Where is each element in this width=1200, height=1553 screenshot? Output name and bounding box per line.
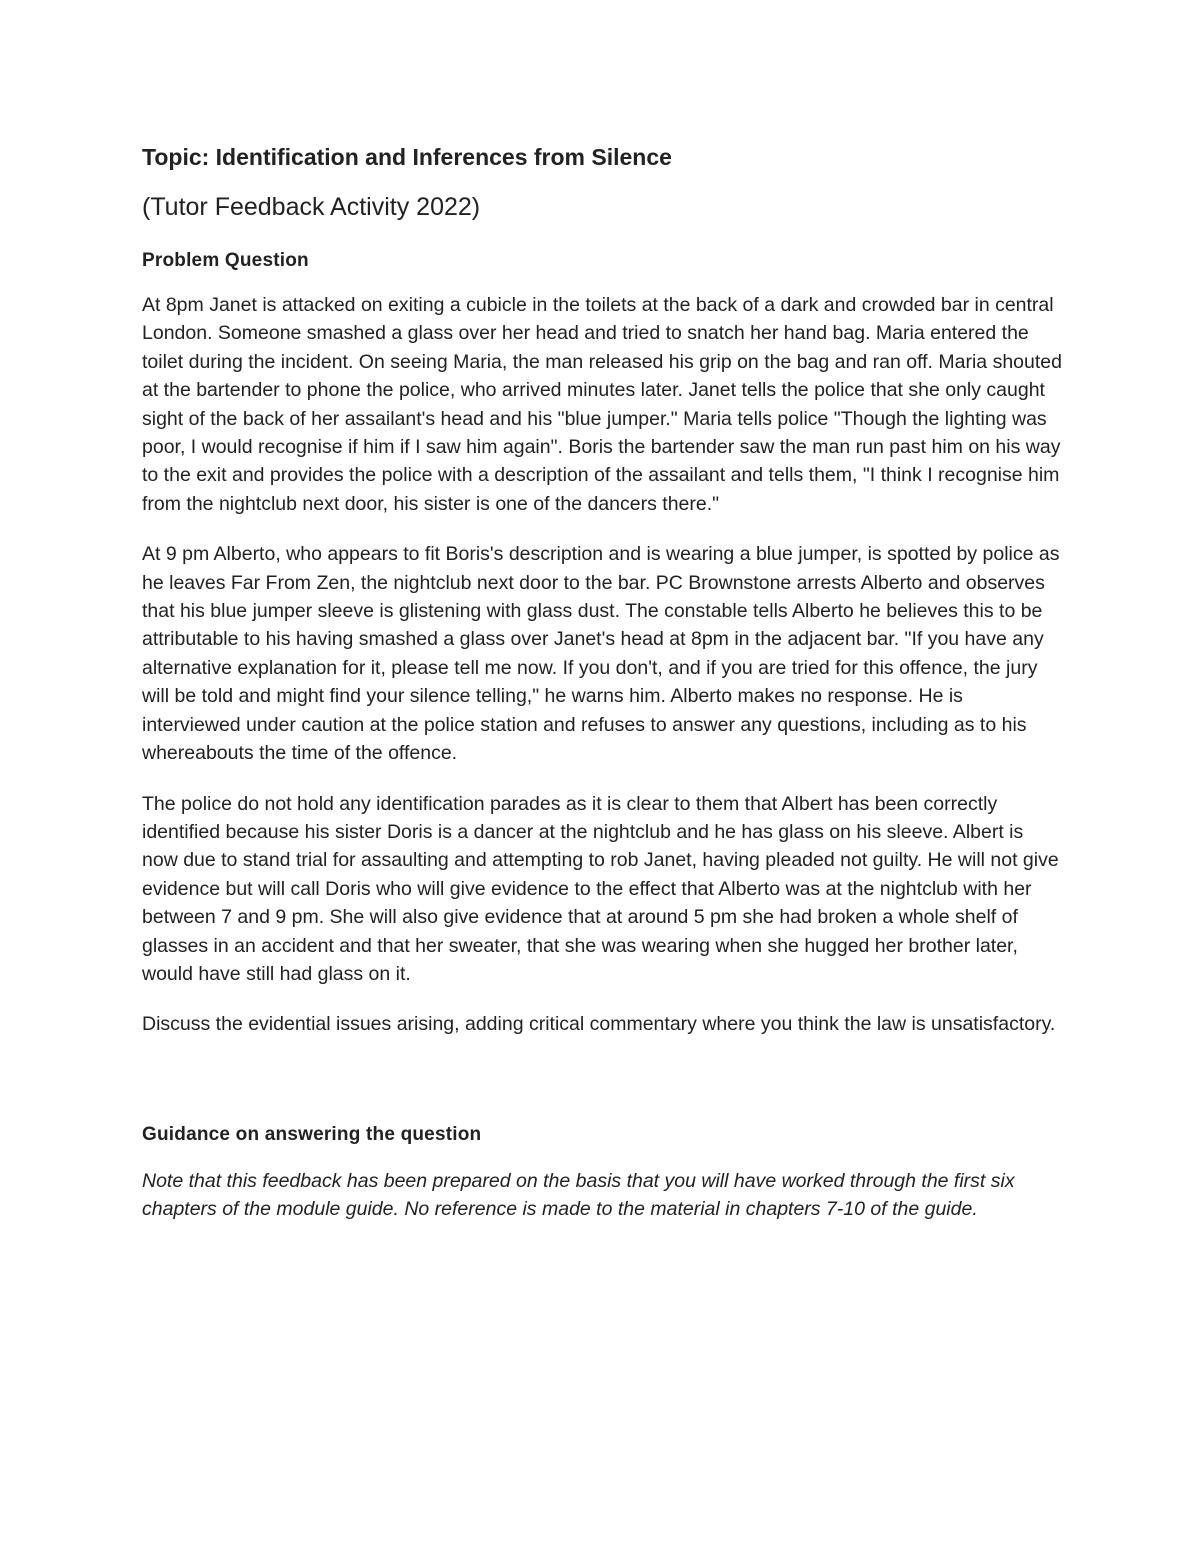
document-title: Topic: Identification and Inferences from Silence — [142, 144, 672, 170]
guidance-heading: Guidance on answering the question — [142, 1123, 482, 1145]
document-subtitle: (Tutor Feedback Activity 2022) — [142, 193, 481, 221]
problem-instruction: Discuss the evidential issues arising, adding critical commentary where you think the law is unsatisfactory. — [142, 1013, 1056, 1036]
problem-paragraph: At 9 pm Alberto, who appears to fit Boris's description and is wearing a blue jumper, is spotted by police as he leaves Far From Zen, the nightclub next door to the bar. PC Brownstone arrests Alberto and observes that his blue jumper sleeve is glistening with glass dust. The constable tells Alberto he believes this to be attributable to his having smashed a glass over Janet's head at 8pm in the adjacent bar. "If you have any alternative explanation for it, please tell me now. If you don't, and if you are tried for this offence, the jury will be told and might find your silence telling," he warns him. Alberto makes no response. He is interviewed under caution at the police station and refuses to answer any questions, including as to his whereabouts the time of the offence. — [142, 543, 1060, 765]
problem-paragraph: The police do not hold any identification parades as it is clear to them that Albert has been correctly identified because his sister Doris is a dancer at the nightclub and he has glass on his sleeve. Albert is now due to stand trial for assaulting and attempting to rob Janet, having pleaded not guilty. He will not give evidence but will call Doris who will give evidence to the effect that Alberto was at the nightclub with her between 7 and 9 pm. She will also give evidence that at around 5 pm she had broken a whole shelf of glasses in an accident and that her sweater, that she was wearing when she hugged her brother later, would have still had glass on it. — [142, 792, 1059, 985]
guidance-note: Note that this feedback has been prepared on the basis that you will have worked through the first six chapters of the module guide. No reference is made to the material in chapters 7-10 of the guide. — [142, 1169, 1015, 1221]
document-page — [142, 138, 1062, 1224]
problem-question-heading: Problem Question — [142, 250, 309, 271]
problem-paragraph: At 8pm Janet is attacked on exiting a cubicle in the toilets at the back of a dark and crowded bar in central London. Someone smashed a glass over her head and tried to snatch her hand bag. Maria entered the toilet during the incident. On seeing Maria, the man released his grip on the bag and ran off. Maria shouted at the bartender to phone the police, who arrived minutes later. Janet tells the police that she only caught sight of the back of her assailant's head and his "blue jumper." Maria tells police "Though the lighting was poor, I would recognise if him if I saw him again". Boris the bartender saw the man run past him on his way to the exit and provides the police with a description of the assailant and tells them, "I think I recognise him from the nightclub next door, his sister is one of the dancers there." — [142, 294, 1062, 515]
